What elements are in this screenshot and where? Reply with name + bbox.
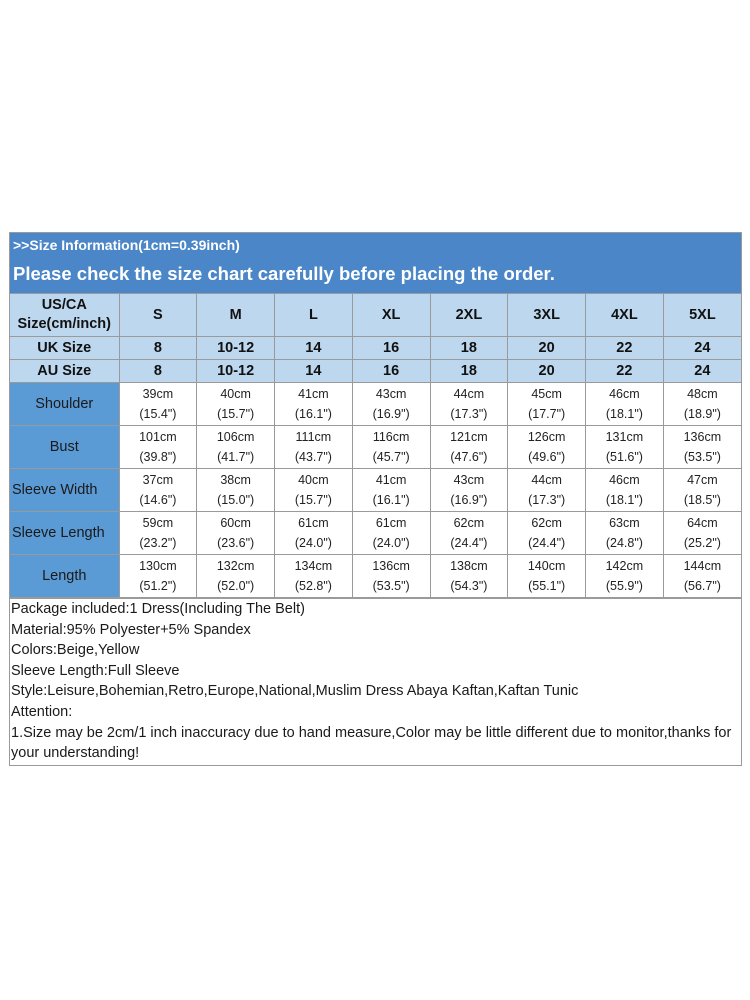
size-cell: 20 bbox=[508, 337, 586, 360]
cm-value: 140cm bbox=[527, 559, 566, 573]
cm-value: 41cm bbox=[298, 387, 329, 401]
inch-value: (45.7") bbox=[372, 450, 410, 464]
size-cell: 10-12 bbox=[197, 360, 275, 383]
uk-size-row bbox=[10, 337, 741, 360]
measurement-row-sleeve-width bbox=[10, 469, 741, 512]
measurement-cell bbox=[275, 469, 353, 512]
measurement-cell bbox=[119, 469, 197, 512]
cm-value: 48cm bbox=[687, 387, 718, 401]
size-cell: 8 bbox=[119, 337, 197, 360]
measurement-cell bbox=[586, 512, 664, 555]
inch-value: (23.6") bbox=[217, 536, 255, 550]
cm-value: 111cm bbox=[295, 430, 332, 444]
size-cell: 14 bbox=[275, 360, 353, 383]
measurement-cell bbox=[430, 469, 508, 512]
cm-value: 132cm bbox=[216, 559, 255, 573]
cm-value: 130cm bbox=[139, 559, 177, 573]
cm-value: 63cm bbox=[609, 516, 640, 530]
size-cell: 22 bbox=[586, 360, 664, 383]
inch-value: (15.7") bbox=[294, 493, 332, 507]
cm-value: 59cm bbox=[142, 516, 174, 530]
measurement-cell bbox=[586, 555, 664, 598]
cm-value: 121cm bbox=[450, 430, 488, 444]
measurement-cell bbox=[119, 426, 197, 469]
measurement-cell bbox=[197, 426, 275, 469]
measurement-cell bbox=[508, 555, 586, 598]
inch-value: (24.0") bbox=[372, 536, 410, 550]
inch-value: (51.2") bbox=[139, 579, 177, 593]
inch-value: (49.6") bbox=[528, 450, 566, 464]
inch-value: (25.2") bbox=[683, 536, 721, 550]
measurement-cell bbox=[352, 555, 430, 598]
size-table bbox=[10, 294, 741, 598]
measurement-cell bbox=[586, 469, 664, 512]
inch-value: (52.0") bbox=[217, 579, 255, 593]
cm-value: 144cm bbox=[683, 559, 722, 573]
size-cell: 24 bbox=[663, 337, 741, 360]
size-cell: 4XL bbox=[586, 294, 664, 337]
cm-value: 126cm bbox=[527, 430, 566, 444]
measurement-label: Length bbox=[10, 555, 119, 598]
inch-value: (24.0") bbox=[294, 536, 332, 550]
size-cell: 16 bbox=[352, 360, 430, 383]
size-cell: S bbox=[119, 294, 197, 337]
inch-value: (24.4") bbox=[450, 536, 488, 550]
inch-value: (16.9") bbox=[372, 407, 410, 421]
measurement-label: Bust bbox=[10, 426, 119, 469]
us-size-row bbox=[10, 294, 741, 337]
cm-value: 64cm bbox=[687, 516, 718, 530]
inch-value: (24.8") bbox=[605, 536, 643, 550]
inch-value: (17.3") bbox=[450, 407, 488, 421]
measurement-cell bbox=[352, 426, 430, 469]
size-cell: 18 bbox=[430, 360, 508, 383]
inch-value: (15.4") bbox=[139, 407, 177, 421]
measurement-cell bbox=[197, 555, 275, 598]
inch-value: (23.2") bbox=[139, 536, 177, 550]
inch-value: (16.9") bbox=[450, 493, 488, 507]
measurement-cell bbox=[586, 426, 664, 469]
inch-value: (15.7") bbox=[217, 407, 255, 421]
inch-value: (18.1") bbox=[605, 407, 643, 421]
measurement-cell bbox=[663, 469, 741, 512]
measurement-cell bbox=[430, 426, 508, 469]
cm-value: 41cm bbox=[375, 473, 407, 487]
measurement-cell bbox=[275, 512, 353, 555]
size-cell: 20 bbox=[508, 360, 586, 383]
measurement-cell bbox=[663, 383, 741, 426]
measurement-cell bbox=[430, 383, 508, 426]
size-cell: 18 bbox=[430, 337, 508, 360]
cm-value: 40cm bbox=[220, 387, 251, 401]
inch-value: (16.1") bbox=[294, 407, 332, 421]
measurement-row-shoulder bbox=[10, 383, 741, 426]
cm-value: 38cm bbox=[220, 473, 251, 487]
measurement-cell bbox=[352, 512, 430, 555]
measurement-cell bbox=[663, 555, 741, 598]
cm-value: 61cm bbox=[298, 516, 329, 530]
inch-value: (18.1") bbox=[605, 493, 643, 507]
cm-value: 131cm bbox=[605, 430, 644, 444]
measurement-cell bbox=[430, 555, 508, 598]
inch-value: (17.7") bbox=[528, 407, 566, 421]
cm-value: 43cm bbox=[453, 473, 485, 487]
row-label: UK Size bbox=[10, 337, 119, 360]
inch-value: (55.9") bbox=[605, 579, 643, 593]
inch-value: (53.5") bbox=[683, 450, 721, 464]
cm-value: 62cm bbox=[453, 516, 485, 530]
cm-value: 134cm bbox=[294, 559, 333, 573]
measurement-cell bbox=[275, 383, 353, 426]
measurement-cell bbox=[275, 426, 353, 469]
cm-value: 45cm bbox=[531, 387, 562, 401]
inch-value: (41.7") bbox=[217, 450, 255, 464]
size-cell: M bbox=[197, 294, 275, 337]
measurement-label: Shoulder bbox=[10, 383, 119, 426]
inch-value: (39.8") bbox=[139, 450, 177, 464]
measurement-cell bbox=[663, 426, 741, 469]
inch-value: (54.3") bbox=[450, 579, 488, 593]
material-line: Material:95% Polyester+5% Spandex bbox=[11, 621, 251, 638]
cm-value: 43cm bbox=[375, 387, 407, 401]
cm-value: 61cm bbox=[375, 516, 407, 530]
inch-value: (55.1") bbox=[528, 579, 566, 593]
inch-value: (24.4") bbox=[528, 536, 566, 550]
size-cell: L bbox=[275, 294, 353, 337]
cm-value: 37cm bbox=[142, 473, 174, 487]
package-line: Package included:1 Dress(Including The Belt) bbox=[11, 601, 305, 617]
cm-value: 106cm bbox=[216, 430, 255, 444]
size-cell: 3XL bbox=[508, 294, 586, 337]
inch-value: (51.6") bbox=[605, 450, 643, 464]
inch-value: (15.0") bbox=[217, 493, 255, 507]
measurement-cell bbox=[663, 512, 741, 555]
measurement-cell bbox=[119, 512, 197, 555]
cm-value: 46cm bbox=[609, 473, 640, 487]
measurement-cell bbox=[508, 512, 586, 555]
size-cell: 22 bbox=[586, 337, 664, 360]
row-label: US/CA Size(cm/inch) bbox=[10, 294, 119, 337]
measurement-cell bbox=[197, 383, 275, 426]
product-info bbox=[10, 598, 741, 765]
inch-value: (53.5") bbox=[372, 579, 410, 593]
sleeve-length-line: Sleeve Length:Full Sleeve bbox=[11, 662, 180, 679]
row-label: AU Size bbox=[10, 360, 119, 383]
size-info-heading: >>Size Information(1cm=0.39inch) bbox=[10, 233, 741, 257]
cm-value: 136cm bbox=[683, 430, 722, 444]
measurement-cell bbox=[197, 469, 275, 512]
cm-value: 44cm bbox=[453, 387, 485, 401]
inch-value: (18.9") bbox=[683, 407, 721, 421]
cm-value: 62cm bbox=[531, 516, 562, 530]
size-cell: 14 bbox=[275, 337, 353, 360]
cm-value: 60cm bbox=[220, 516, 251, 530]
au-size-row bbox=[10, 360, 741, 383]
cm-value: 47cm bbox=[687, 473, 718, 487]
size-chart-notice: Please check the size chart carefully before placing the order. bbox=[10, 257, 741, 294]
size-cell: 8 bbox=[119, 360, 197, 383]
size-cell: 2XL bbox=[430, 294, 508, 337]
cm-value: 39cm bbox=[142, 387, 174, 401]
measurement-row-bust bbox=[10, 426, 741, 469]
measurement-cell bbox=[508, 383, 586, 426]
measurement-label: Sleeve Length bbox=[10, 512, 119, 555]
inch-value: (56.7") bbox=[683, 579, 721, 593]
cm-value: 44cm bbox=[531, 473, 562, 487]
measurement-cell bbox=[197, 512, 275, 555]
measurement-row-sleeve-length bbox=[10, 512, 741, 555]
style-line: Style:Leisure,Bohemian,Retro,Europe,National,Muslim Dress Abaya Kaftan,Kaftan Tunic bbox=[11, 683, 579, 700]
size-cell: 16 bbox=[352, 337, 430, 360]
cm-value: 101cm bbox=[139, 430, 177, 444]
inch-value: (16.1") bbox=[372, 493, 410, 507]
cm-value: 136cm bbox=[372, 559, 410, 573]
cm-value: 138cm bbox=[450, 559, 488, 573]
cm-value: 116cm bbox=[372, 430, 410, 444]
cm-value: 40cm bbox=[298, 473, 329, 487]
measurement-cell bbox=[508, 469, 586, 512]
inch-value: (43.7") bbox=[294, 450, 332, 464]
size-cell: 10-12 bbox=[197, 337, 275, 360]
cm-value: 46cm bbox=[609, 387, 640, 401]
measurement-label: Sleeve Width bbox=[10, 469, 119, 512]
inch-value: (17.3") bbox=[528, 493, 566, 507]
size-cell: 5XL bbox=[663, 294, 741, 337]
measurement-row-length bbox=[10, 555, 741, 598]
size-cell: 24 bbox=[663, 360, 741, 383]
inch-value: (52.8") bbox=[294, 579, 332, 593]
measurement-cell bbox=[275, 555, 353, 598]
measurement-cell bbox=[352, 383, 430, 426]
size-cell: XL bbox=[352, 294, 430, 337]
measurement-cell bbox=[119, 555, 197, 598]
attention-note: 1.Size may be 2cm/1 inch inaccuracy due to hand measure,Color may be little different due to monitor,thanks for your understanding! bbox=[11, 724, 732, 762]
measurement-cell bbox=[430, 512, 508, 555]
measurement-cell bbox=[508, 426, 586, 469]
inch-value: (18.5") bbox=[683, 493, 721, 507]
measurement-cell bbox=[352, 469, 430, 512]
colors-line: Colors:Beige,Yellow bbox=[11, 642, 140, 659]
cm-value: 142cm bbox=[605, 559, 644, 573]
measurement-cell bbox=[119, 383, 197, 426]
measurement-cell bbox=[586, 383, 664, 426]
attention-heading: Attention: bbox=[11, 703, 73, 720]
inch-value: (14.6") bbox=[139, 493, 177, 507]
size-chart bbox=[9, 232, 742, 766]
inch-value: (47.6") bbox=[450, 450, 488, 464]
